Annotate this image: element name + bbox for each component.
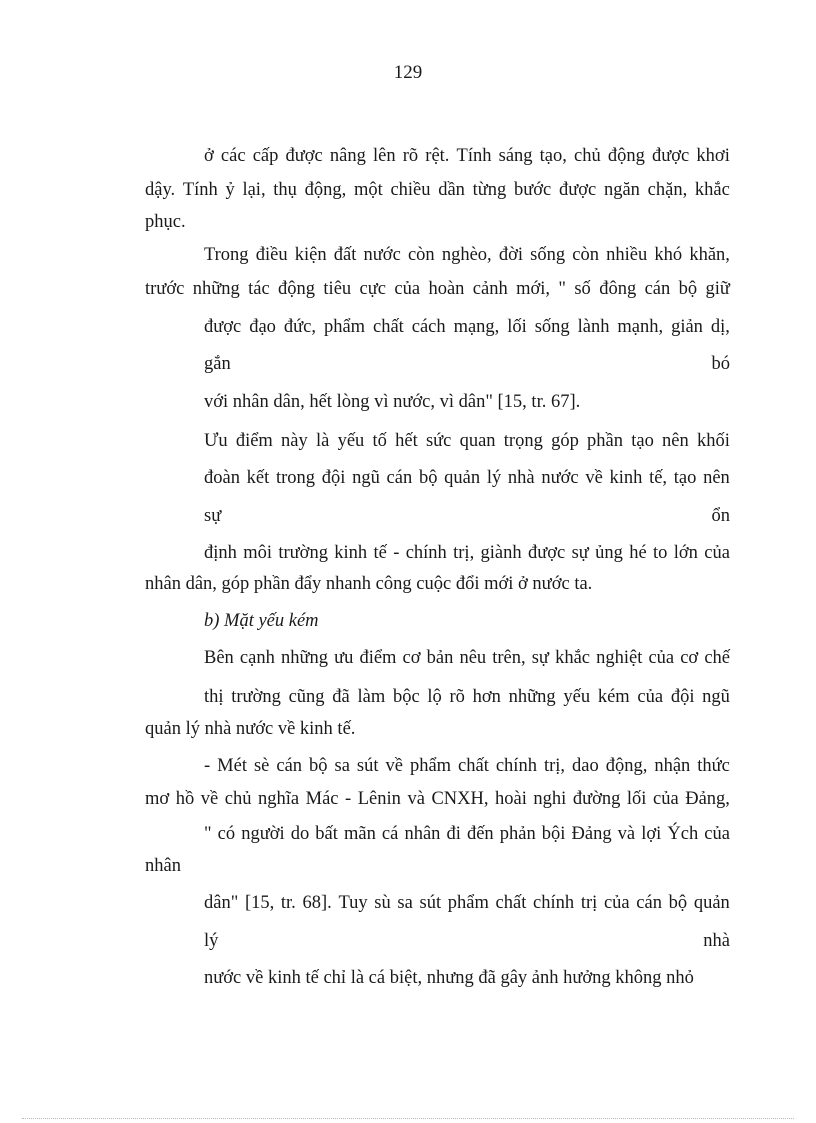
text-line: nhân dân, góp phần đẩy nhanh công cuộc đổi mới ở nước ta. [145, 574, 593, 594]
text-line: ở các cấp được nâng lên rõ rệt. Tính sáng tạo, chủ động được khơi [204, 146, 730, 166]
text-line: định môi trường kinh tế - chính trị, giành được sự ủng hé to lớn của [204, 543, 730, 563]
text-line: nước về kinh tế chỉ là cá biệt, nhưng đã gây ảnh hưởng không nhỏ [204, 968, 694, 988]
text-line: dân" [15, tr. 68]. Tuy sù sa sút phẩm chất chính trị của cán bộ quản [204, 893, 730, 913]
text-line: nhân [145, 856, 181, 876]
text-line: được đạo đức, phẩm chất cách mạng, lối sống lành mạnh, giản dị, [204, 317, 730, 337]
text-line: dậy. Tính ỷ lại, thụ động, một chiều dần từng bước được ngăn chặn, khắc [145, 180, 730, 200]
section-heading: b) Mặt yếu kém [204, 611, 319, 631]
text-line: Bên cạnh những ưu điểm cơ bản nêu trên, sự khắc nghiệt của cơ chế [204, 648, 730, 668]
text-line: phục. [145, 212, 186, 232]
text-line: Ưu điểm này là yếu tố hết sức quan trọng góp phần tạo nên khối [204, 431, 730, 451]
page-bottom-rule [22, 1118, 794, 1119]
text-line: quản lý nhà nước về kinh tế. [145, 719, 356, 739]
text-line: mơ hồ về chủ nghĩa Mác - Lênin và CNXH, hoài nghi đường lối của Đảng, [145, 789, 730, 809]
text-line: đoàn kết trong đội ngũ cán bộ quản lý nhà nước về kinh tế, tạo nên [204, 468, 730, 488]
text-line: gắn bó [204, 354, 730, 374]
text-line: trước những tác động tiêu cực của hoàn cảnh mới, " số đông cán bộ giữ [145, 279, 730, 299]
page-number: 129 [393, 62, 423, 83]
text-line: Trong điều kiện đất nước còn nghèo, đời sống còn nhiều khó khăn, [204, 245, 730, 265]
text-line: với nhân dân, hết lòng vì nước, vì dân" [15, tr. 67]. [204, 392, 581, 412]
text-line: " có người do bất mãn cá nhân đi đến phản bội Đảng và lợi Ých của [204, 824, 730, 844]
text-line: - Mét sè cán bộ sa sút về phẩm chất chính trị, dao động, nhận thức [204, 756, 730, 776]
text-line: thị trường cũng đã làm bộc lộ rõ hơn những yếu kém của đội ngũ [204, 687, 730, 707]
text-line: lý nhà [204, 931, 730, 951]
text-line: sự ổn [204, 506, 730, 526]
